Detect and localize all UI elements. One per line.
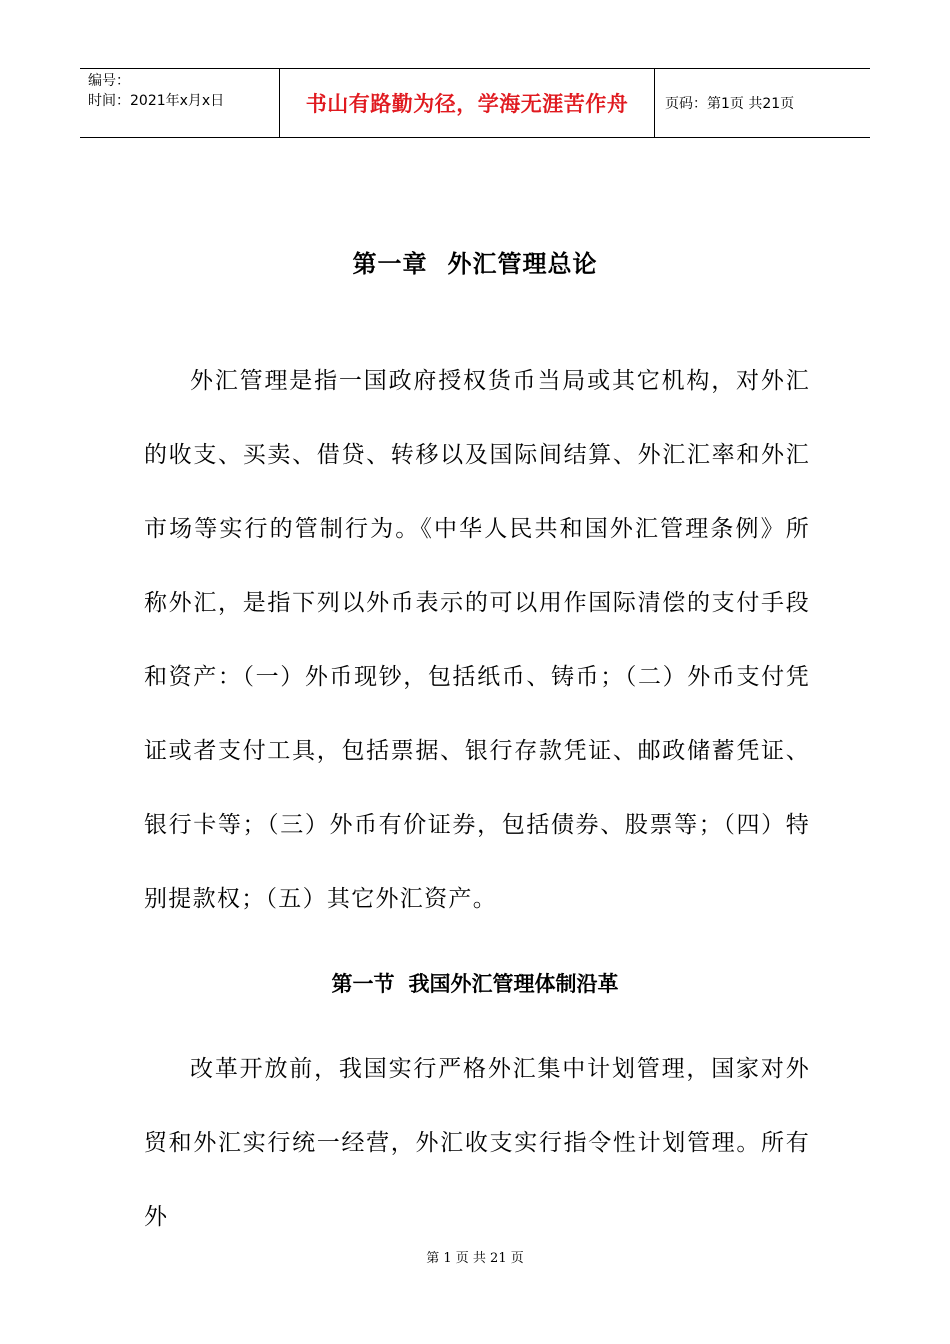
document-number-label: 编号： xyxy=(88,73,130,89)
chapter-name: 外汇管理总论 xyxy=(447,250,598,278)
page-header xyxy=(80,68,870,138)
header-meta-cell xyxy=(80,69,280,137)
page-footer: 第 1 页 共 21 页 xyxy=(426,1251,524,1266)
body-paragraph-1: 外汇管理是指一国政府授权货币当局或其它机构，对外汇的收支、买卖、借贷、转移以及国际间结算、外汇汇率和外汇市场等实行的管制行为。《中华人民共和国外汇管理条例》所称外汇，是指下列以外币表示的可以用作国际清偿的支付手段和资产：（一）外币现钞，包括纸币、铸币；（二）外币支付凭证或者支付工具，包括票据、银行存款凭证、邮政储蓄凭证、银行卡等；（三）外币有价证券，包括债券、股票等；（四）特别提款权；（五）其它外汇资产。 xyxy=(144,368,810,912)
section-number: 第一节 xyxy=(331,972,395,996)
section-title xyxy=(0,968,950,998)
chapter-title xyxy=(0,244,950,279)
header-motto: 书山有路勤为径，学海无涯苦作舟 xyxy=(280,69,655,137)
header-page-info: 页码：第1页 共21页 xyxy=(665,96,795,112)
section-name: 我国外汇管理体制沿革 xyxy=(408,972,619,996)
chapter-number: 第一章 xyxy=(352,250,428,278)
body-paragraph-2: 改革开放前，我国实行严格外汇集中计划管理，国家对外贸和外汇实行统一经营，外汇收支实行指令性计划管理。所有外 xyxy=(144,1056,810,1230)
document-time-label: 时间：2021年x月x日 xyxy=(88,93,225,109)
